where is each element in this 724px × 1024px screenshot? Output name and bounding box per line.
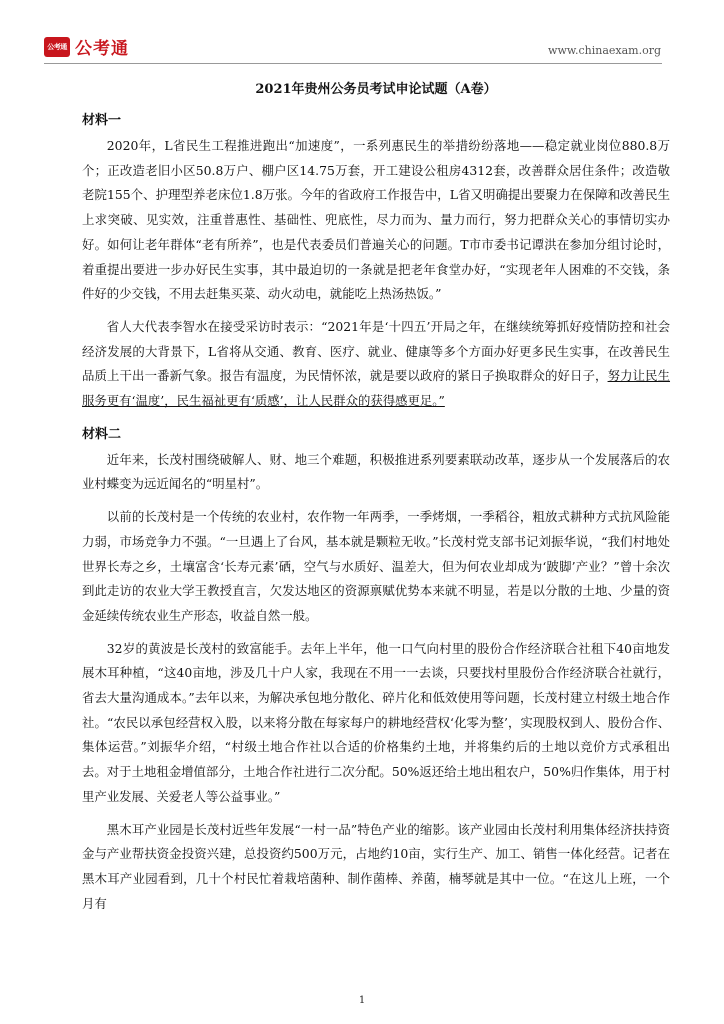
site-logo[interactable] (44, 34, 129, 59)
section-label-material-2: 材料二 (82, 426, 122, 442)
material-1-paragraph-2 (82, 315, 670, 414)
underlined-sentence: 努力让民生服务更有‘温度’，民生福祉更有‘质感’，让人民群众的获得感更足。” (82, 368, 671, 409)
document-body (82, 80, 670, 924)
logo-text: 公考通 (75, 39, 129, 59)
material-2-paragraph-4: 黑木耳产业园是长茂村近些年发展“一村一品”特色产业的缩影。该产业园由长茂村利用集体经济扶持资金与产业帮扶资金投资兴建，总投资约500万元，占地约10亩，实行生产、加工、销售一体化经营。记者在黑木耳产业园看到，几十个村民忙着栽培菌种、制作菌棒、养菌，楠琴就是其中一位。“在这儿上班，一个月有 (82, 821, 670, 911)
page-header (0, 0, 724, 70)
material-2-paragraph-3: 32岁的黄波是长茂村的致富能手。去年上半年，他一口气向村里的股份合作经济联合社租下40亩地发展木耳种植，“这40亩地，涉及几十户人家，我现在不用一一去谈，只要找村里股份合作经济联合社就行，省去大量沟通成本。”去年以来，为解决承包地分散化、碎片化和低效使用等问题，长茂村建立村级土地合作社。“农民以承包经营权入股，以来将分散在每家每户的耕地经营权‘化零为整’，实现股权到人、股份合作、集体运营。”刘振华介绍，“村级土地合作社以合适的价格集约土地，并将集约后的土地以竞价方式承租出去。对于土地租金增值部分，土地合作社进行二次分配。50%返还给土地出租农户，50%归作集体，用于村里产业发展、关爱老人等公益事业。” (82, 640, 670, 804)
logo-mark-icon: 公考通 (44, 37, 70, 57)
site-url[interactable]: www.chinaexam.org (548, 44, 661, 57)
section-label-material-1: 材料一 (82, 113, 122, 128)
material-1-paragraph-2-text: 省人大代表李智水在接受采访时表示：“2021年是‘十四五’开局之年，在继续统筹抓好疫情防控和社会经济发展的大背景下，L省将从交通、教育、医疗、就业、健康等多个方面办好更多民生实事，在改善民生品质上干出一番新气象。报告有温度，为民情怀浓，就是要以政府的紧日子换取群众的好日子， (82, 318, 670, 384)
material-1-paragraph-1: 2020年，L省民生工程推进跑出“加速度”，一系列惠民生的举措纷纷落地——稳定就业岗位880.8万个；正改造老旧小区50.8万户、棚户区14.75万套，开工建设公租房4312套，改善群众居住条件；改造敬老院155个、护理型养老床位1.8万张。今年的省政府工作报告中，L省又明确提出要聚力在保障和改善民生上求突破、见实效，注重普惠性、基础性、兜底性，尽力而为、量力而行，努力把群众关心的事情切实办好。如何让老年群体“老有所养”，也是代表委员们普遍关心的问题。T市市委书记谭洪在参加分组讨论时，着重提出要进一步办好民生实事，其中最迫切的一条就是把老年食堂办好，“实现老年人困难的不交钱，条件好的少交钱，不用去赶集买菜、动火动电，就能吃上热汤热饭。” (82, 138, 670, 302)
document-title: 2021年贵州公务员考试申论试题（A卷） (255, 82, 497, 97)
header-divider (44, 63, 662, 64)
material-2-paragraph-1: 近年来，长茂村围绕破解人、财、地三个难题，积极推进系列要素联动改革，逐步从一个发展落后的农业村蝶变为远近闻名的“明星村”。 (82, 451, 670, 492)
page-number: 1 (358, 995, 366, 1006)
material-2-paragraph-2: 以前的长茂村是一个传统的农业村，农作物一年两季，一季烤烟，一季稻谷，粗放式耕种方式抗风险能力弱，市场竞争力不强。“一旦遇上了台风，基本就是颗粒无收。”长茂村党支部书记刘振华说，“我们村地处世界长寿之乡，土壤富含‘长寿元素’硒，空气与水质好、温差大，但为何农业却成为‘跛脚’产业？”曾十余次到此走访的农业大学王教授直言，欠发达地区的资源禀赋优势本来就不明显，若是以分散的土地、少量的资金延续传统农业生产形态，收益自然一般。 (82, 509, 670, 623)
